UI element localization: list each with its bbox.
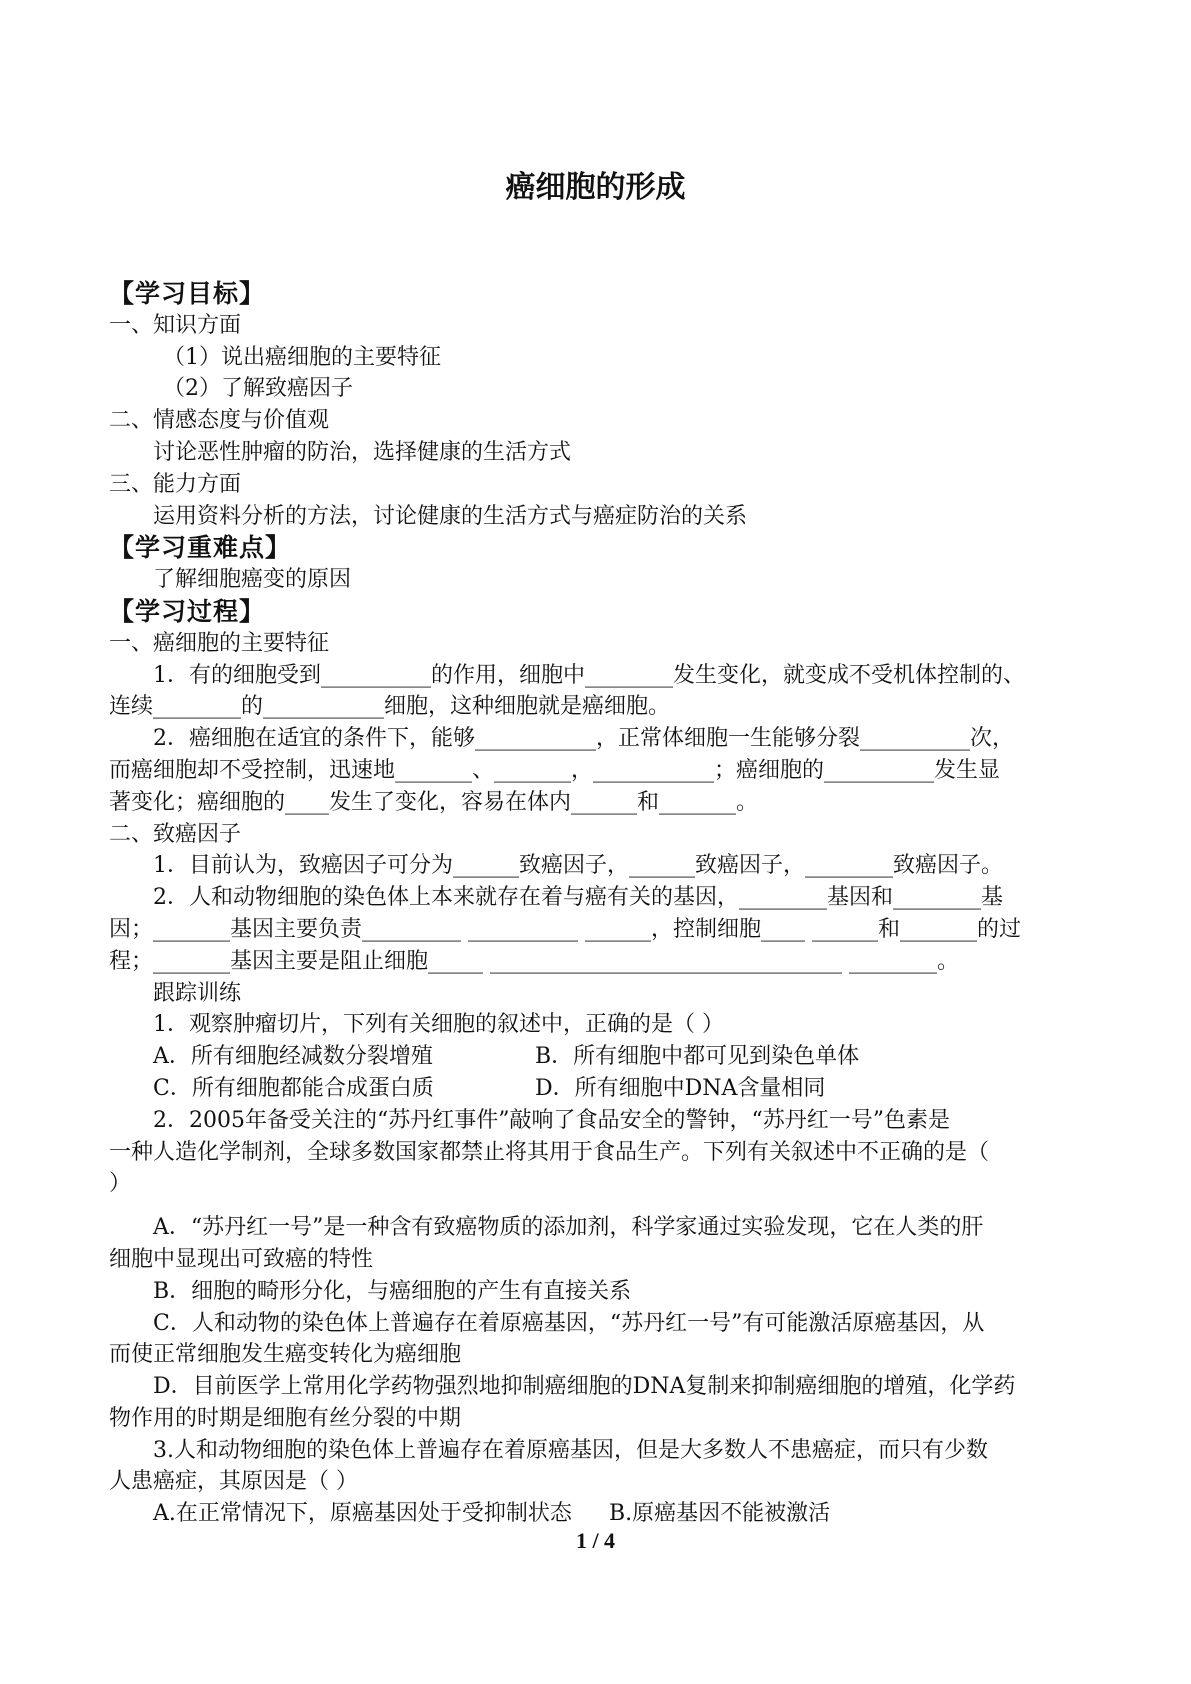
section-heading-process: 【学习过程】 <box>109 596 266 626</box>
fill-in-question: 1．目前认为，致癌因子可分为______致癌因子，______致癌因子，________致癌因子。 <box>153 853 1003 879</box>
fill-in-question: 2．人和动物细胞的染色体上本来就存在着与癌有关的基因，________基因和________基 <box>153 885 1003 911</box>
fill-in-question-cont: 程；_______基因主要是阻止细胞_____ ________________________________ ________。 <box>109 948 959 974</box>
page-number: 1 / 4 <box>575 1528 616 1553</box>
option-a: A.在正常情况下，原癌基因处于受抑制状态 <box>153 1501 572 1527</box>
practice-question-2-cont: ） <box>109 1171 132 1197</box>
subheading-carcinogens: 二、致癌因子 <box>109 821 242 847</box>
option-a: A．“苏丹红一号”是一种含有致癌物质的添加剂，科学家通过实验发现，它在人类的肝 <box>153 1215 984 1241</box>
option-d: D．所有细胞中DNA含量相同 <box>535 1075 826 1101</box>
fill-in-question-cont: 连续________的___________细胞，这种细胞就是癌细胞。 <box>109 694 671 720</box>
subheading-features: 一、癌细胞的主要特征 <box>109 630 330 656</box>
section-heading-key-points: 【学习重难点】 <box>109 533 292 563</box>
key-point-text: 了解细胞癌变的原因 <box>153 567 352 593</box>
option-a-cont: 细胞中显现出可致癌的特性 <box>109 1246 374 1272</box>
fill-in-question: 1．有的细胞受到__________的作用，细胞中________发生变化，就变成不受机体控制的、 <box>153 662 1025 688</box>
option-c-cont: 而使正常细胞发生癌变转化为癌细胞 <box>109 1342 462 1368</box>
objective-item: （2）了解致癌因子 <box>163 376 353 402</box>
fill-in-question-cont: 因；_______基因主要负责_________ __________ ______，控制细胞____ ______和_______的过 <box>109 916 1021 942</box>
option-d-cont: 物作用的时期是细胞有丝分裂的中期 <box>109 1405 462 1431</box>
practice-question-2: 2．2005年备受关注的“苏丹红事件”敲响了食品安全的警钟，“苏丹红一号”色素是 <box>153 1107 950 1133</box>
objective-item: 运用资料分析的方法，讨论健康的生活方式与癌症防治的关系 <box>153 503 748 529</box>
option-c: C．所有细胞都能合成蛋白质 <box>153 1075 434 1101</box>
options-row <box>109 1073 1079 1105</box>
option-b: B.原癌基因不能被激活 <box>609 1501 831 1527</box>
options-row <box>109 1498 1079 1530</box>
option-b: B．所有细胞中都可见到染色单体 <box>535 1044 860 1070</box>
subheading-knowledge: 一、知识方面 <box>109 312 242 338</box>
subheading-ability: 三、能力方面 <box>109 471 242 497</box>
option-d: D．目前医学上常用化学药物强烈地抑制癌细胞的DNA复制来抑制癌细胞的增殖，化学药 <box>153 1374 1016 1400</box>
practice-question-2-cont: 一种人造化学制剂，全球多数国家都禁止将其用于食品生产。下列有关叙述中不正确的是（ <box>109 1139 990 1165</box>
option-b: B．细胞的畸形分化，与癌细胞的产生有直接关系 <box>153 1278 632 1304</box>
subheading-attitude: 二、情感态度与价值观 <box>109 408 330 434</box>
option-c: C．人和动物的染色体上普遍存在着原癌基因，“苏丹红一号”有可能激活原癌基因，从 <box>153 1310 985 1336</box>
fill-in-question-cont: 著变化；癌细胞的____发生了变化，容易在体内______和_______。 <box>109 789 759 815</box>
document-body <box>109 278 1079 1530</box>
objective-item: 讨论恶性肿瘤的防治，选择健康的生活方式 <box>153 439 572 465</box>
objective-item: （1）说出癌细胞的主要特征 <box>163 344 441 370</box>
fill-in-question: 2．癌细胞在适宜的条件下，能够___________，正常体细胞一生能够分裂__________次， <box>153 726 1014 752</box>
practice-question-3-cont: 人患癌症，其原因是（ ） <box>109 1469 358 1495</box>
spacer <box>109 1200 1079 1212</box>
option-a: A．所有细胞经减数分裂增殖 <box>153 1044 433 1070</box>
document-title: 癌细胞的形成 <box>505 170 686 205</box>
practice-question-3: 3.人和动物细胞的染色体上普遍存在着原癌基因，但是大多数人不患癌症，而只有少数 <box>153 1437 988 1463</box>
fill-in-question-cont: 而癌细胞却不受控制，迅速地_______、_______，___________；癌细胞的__________发生显 <box>109 757 1001 783</box>
practice-question-1: 1．观察肿瘤切片，下列有关细胞的叙述中，正确的是（ ） <box>153 1012 724 1038</box>
options-row <box>109 1041 1079 1073</box>
section-heading-objectives: 【学习目标】 <box>109 279 266 308</box>
subheading-practice: 跟踪训练 <box>153 980 242 1006</box>
